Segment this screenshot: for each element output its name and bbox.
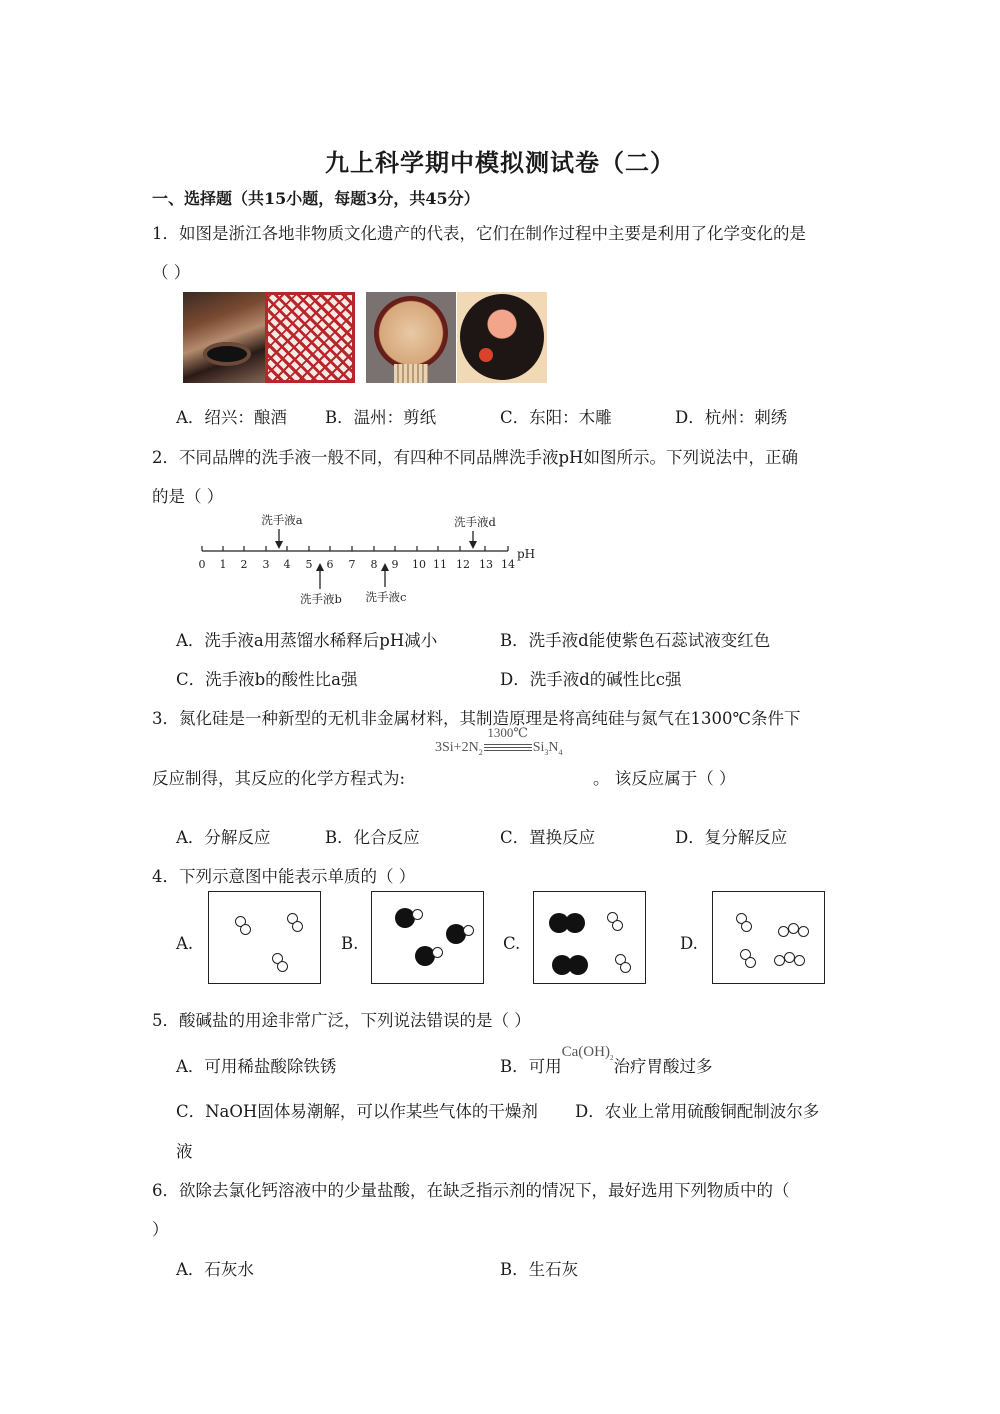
question-5-option-a[interactable]: A．可用稀盐酸除铁锈	[176, 1057, 337, 1076]
question-4-option-d[interactable]: D.	[680, 934, 698, 953]
question-4-option-b[interactable]: B.	[341, 934, 359, 953]
wine-brewing-photo	[183, 292, 273, 383]
question-3-option-c[interactable]: C．置换反应	[500, 828, 596, 847]
svg-text:14: 14	[501, 558, 515, 571]
molecule-diagram-b	[371, 891, 484, 984]
page-title: 九上科学期中模拟测试卷（二）	[325, 148, 675, 177]
wood-carving-photo	[366, 292, 456, 383]
svg-text:12: 12	[456, 558, 470, 571]
chemical-equation: $3Si+2N_2$ 1300℃ $Si_3N_4$	[435, 725, 563, 757]
marker-c-label: 洗手液c	[365, 590, 407, 604]
svg-text:4: 4	[283, 558, 291, 571]
question-6-stem-cont: ）	[152, 1220, 169, 1239]
question-2-stem-cont: 的是（ ）	[152, 487, 224, 506]
svg-text:0: 0	[198, 558, 206, 571]
question-3-stem-suffix: 。 该反应属于（ ）	[593, 769, 736, 788]
svg-text:8: 8	[370, 558, 378, 571]
question-2-option-d[interactable]: D．洗手液d的碱性比c强	[500, 670, 682, 689]
molecule-diagram-d	[712, 891, 825, 984]
svg-text:2: 2	[240, 558, 248, 571]
marker-a-label: 洗手液a	[261, 513, 303, 527]
svg-text:1: 1	[219, 558, 227, 571]
question-5-option-d[interactable]: D．农业上常用硫酸铜配制波尔多	[575, 1102, 820, 1121]
calcium-hydroxide-formula: $Ca(OH)_2$	[561, 1044, 614, 1062]
svg-text:7: 7	[348, 558, 356, 571]
question-2-option-c[interactable]: C．洗手液b的酸性比a强	[176, 670, 358, 689]
question-5-option-d-cont: 液	[176, 1142, 193, 1161]
ph-scale-figure	[190, 505, 550, 615]
svg-text:11: 11	[433, 558, 447, 571]
marker-d-label: 洗手液d	[454, 515, 496, 529]
ph-axis-label: pH	[517, 547, 536, 561]
svg-text:6: 6	[326, 558, 334, 571]
svg-text:3: 3	[262, 558, 270, 571]
question-1-stem-cont: （ ）	[152, 263, 191, 282]
paper-cutting-photo	[265, 292, 355, 383]
svg-text:13: 13	[479, 558, 493, 571]
question-3-option-a[interactable]: A．分解反应	[176, 828, 271, 847]
question-5-option-c[interactable]: C．NaOH固体易潮解，可以作某些气体的干燥剂	[176, 1102, 538, 1121]
question-2-option-a[interactable]: A．洗手液a用蒸馏水稀释后pH减小	[176, 631, 438, 650]
question-1-option-b[interactable]: B．温州：剪纸	[325, 408, 437, 427]
question-3-option-b[interactable]: B．化合反应	[325, 828, 420, 847]
question-4-option-c[interactable]: C.	[503, 934, 521, 953]
question-4-option-a[interactable]: A.	[176, 934, 194, 953]
question-2-stem: 2．不同品牌的洗手液一般不同，有四种不同品牌洗手液pH如图所示。下列说法中，正确	[152, 448, 798, 467]
question-3-stem-prefix: 反应制得，其反应的化学方程式为:	[152, 769, 406, 788]
question-3-option-d[interactable]: D．复分解反应	[675, 828, 788, 847]
question-1-option-a[interactable]: A．绍兴：酿酒	[176, 408, 287, 427]
question-1-stem: 1．如图是浙江各地非物质文化遗产的代表，它们在制作过程中主要是利用了化学变化的是	[152, 224, 806, 243]
question-4-stem: 4．下列示意图中能表示单质的（ ）	[152, 867, 416, 886]
question-3-stem: 3．氮化硅是一种新型的无机非金属材料，其制造原理是将高纯硅与氮气在1300℃条件下	[152, 709, 801, 728]
svg-text:10: 10	[412, 558, 426, 571]
marker-b-label: 洗手液b	[300, 592, 342, 606]
question-6-option-b[interactable]: B．生石灰	[500, 1260, 579, 1279]
question-1-option-d[interactable]: D．杭州：刺绣	[675, 408, 788, 427]
reaction-condition: 1300℃	[487, 725, 528, 740]
question-6-option-a[interactable]: A．石灰水	[176, 1260, 254, 1279]
question-6-stem: 6．欲除去氯化钙溶液中的少量盐酸，在缺乏指示剂的情况下，最好选用下列物质中的（	[152, 1181, 790, 1200]
svg-text:5: 5	[305, 558, 313, 571]
molecule-diagram-c	[533, 891, 646, 984]
question-1-option-c[interactable]: C．东阳：木雕	[500, 408, 612, 427]
section-heading: 一、选择题（共15小题，每题3分，共45分）	[152, 189, 480, 208]
question-5-option-b[interactable]: B．可用$Ca(OH)_2$治疗胃酸过多	[500, 1044, 713, 1076]
question-5-stem: 5．酸碱盐的用途非常广泛，下列说法错误的是（ ）	[152, 1011, 531, 1030]
ph-tick-labels	[199, 558, 516, 571]
svg-text:9: 9	[391, 558, 399, 571]
embroidery-photo	[457, 292, 547, 383]
question-2-option-b[interactable]: B．洗手液d能使紫色石蕊试液变红色	[500, 631, 771, 650]
molecule-diagram-a	[208, 891, 321, 984]
ph-scale-ticks	[202, 546, 508, 551]
